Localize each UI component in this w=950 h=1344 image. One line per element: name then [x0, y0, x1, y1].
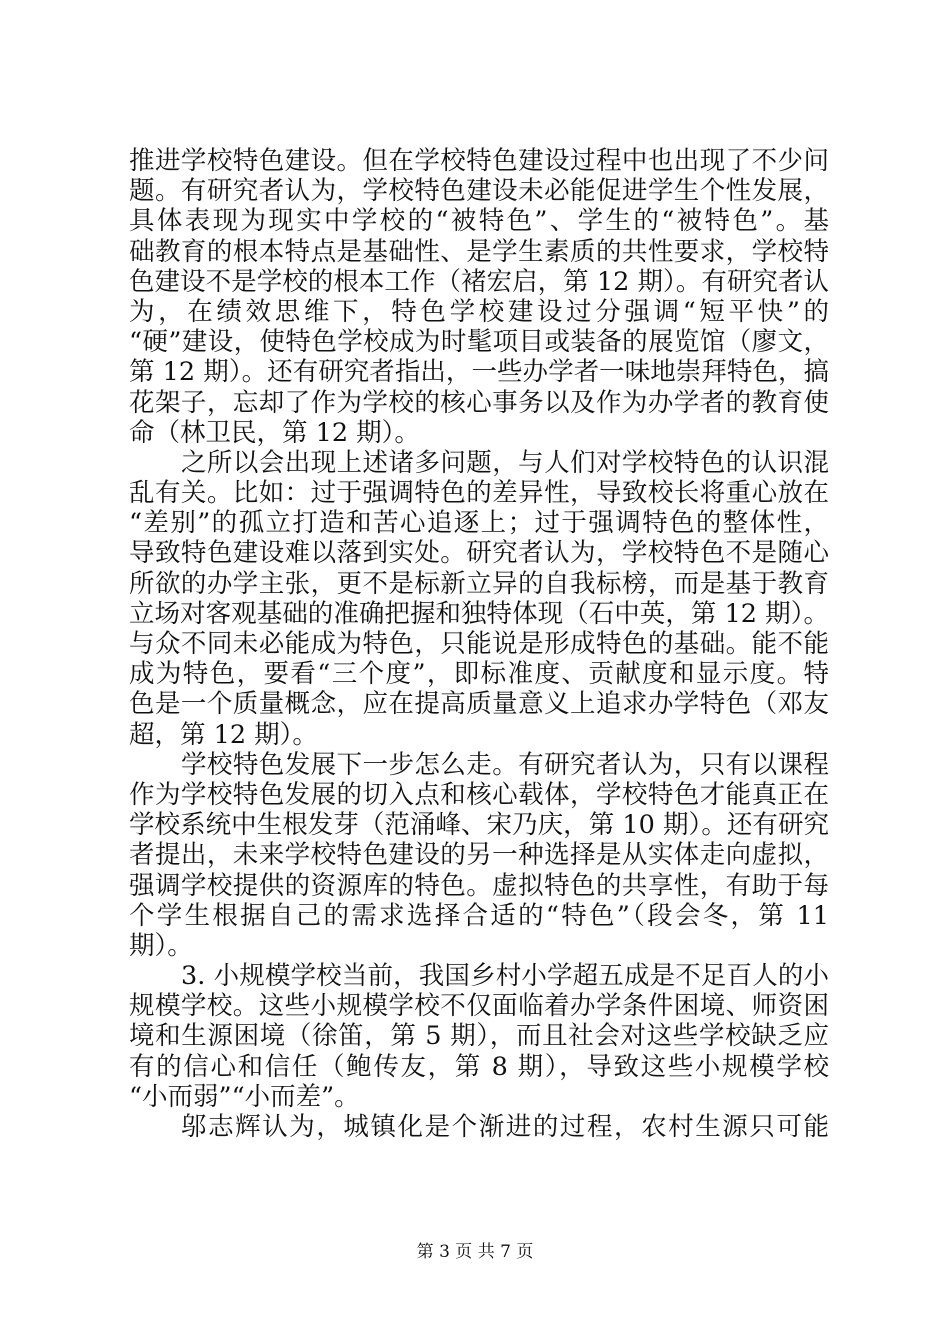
- text-line: 境和生源困境（徐笛，第 5 期），而且社会对这些学校缺乏应: [129, 1021, 829, 1052]
- text-line: 期）。: [129, 930, 193, 961]
- text-line: 有的信心和信任（鲍传友，第 8 期），导致这些小规模学校: [129, 1051, 829, 1082]
- text-line: 乱有关。比如：过于强调特色的差异性，导致校长将重心放在: [129, 478, 829, 509]
- text-line: 色是一个质量概念，应在提高质量意义上追求办学特色（邓友: [129, 689, 829, 720]
- text-line: 础教育的根本特点是基础性、是学生素质的共性要求，学校特: [129, 236, 829, 267]
- body-text: [129, 146, 829, 1142]
- text-line: 超，第 12 期）。: [129, 719, 318, 750]
- text-line: 强调学校提供的资源库的特色。虚拟特色的共享性，有助于每: [129, 870, 829, 901]
- page-footer: 第 3 页 共 7 页: [416, 1242, 534, 1262]
- text-line: “小而弱”“小而差”。: [129, 1081, 360, 1112]
- paragraph-start-line: 3. 小规模学校当前，我国乡村小学超五成是不足百人的小: [181, 961, 829, 992]
- text-line: 导致特色建设难以落到实处。研究者认为，学校特色不是随心: [129, 538, 829, 569]
- text-line: 第 12 期）。还有研究者指出，一些办学者一味地崇拜特色，搞: [129, 357, 829, 388]
- text-line: 学校系统中生根发芽（范涌峰、宋乃庆，第 10 期）。还有研究: [129, 810, 829, 841]
- text-line: 与众不同未必能成为特色，只能说是形成特色的基础。能不能: [129, 629, 829, 659]
- paragraph-start-line: 邬志辉认为，城镇化是个渐进的过程，农村生源只可能: [181, 1112, 829, 1142]
- text-line: 为，在绩效思维下，特色学校建设过分强调“短平快”的: [129, 296, 829, 327]
- text-line: “差别”的孤立打造和苦心追逐上；过于强调特色的整体性，: [129, 508, 829, 539]
- text-line: 作为学校特色发展的切入点和核心载体，学校特色才能真正在: [129, 779, 829, 810]
- text-line: 具体表现为现实中学校的“被特色”、学生的“被特色”。基: [129, 206, 829, 237]
- text-line: 成为特色，要看“三个度”，即标准度、贡献度和显示度。特: [129, 659, 829, 690]
- paragraph-start-line: 学校特色发展下一步怎么走。有研究者认为，只有以课程: [181, 749, 829, 780]
- text-line: 花架子，忘却了作为学校的核心事务以及作为办学者的教育使: [129, 387, 829, 418]
- text-line: 推进学校特色建设。但在学校特色建设过程中也出现了不少问: [129, 146, 829, 176]
- text-line: 色建设不是学校的根本工作（褚宏启，第 12 期）。有研究者认: [129, 266, 829, 297]
- text-line: 规模学校。这些小规模学校不仅面临着办学条件困境、师资困: [129, 991, 829, 1022]
- text-line: 立场对客观基础的准确把握和独特体现（石中英，第 12 期）。: [129, 598, 829, 629]
- text-line: “硬”建设，使特色学校成为时髦项目或装备的展览馆（廖文，: [129, 327, 829, 358]
- text-line: 题。有研究者认为，学校特色建设未必能促进学生个性发展，: [129, 176, 829, 207]
- text-line: 命（林卫民，第 12 期）。: [129, 417, 420, 448]
- paragraph-start-line: 之所以会出现上述诸多问题，与人们对学校特色的认识混: [181, 447, 829, 478]
- text-line: 所欲的办学主张，更不是标新立异的自我标榜，而是基于教育: [129, 568, 829, 599]
- text-line: 个学生根据自己的需求选择合适的“特色”（段会冬，第 11: [129, 900, 829, 931]
- text-line: 者提出，未来学校特色建设的另一种选择是从实体走向虚拟，: [129, 840, 829, 871]
